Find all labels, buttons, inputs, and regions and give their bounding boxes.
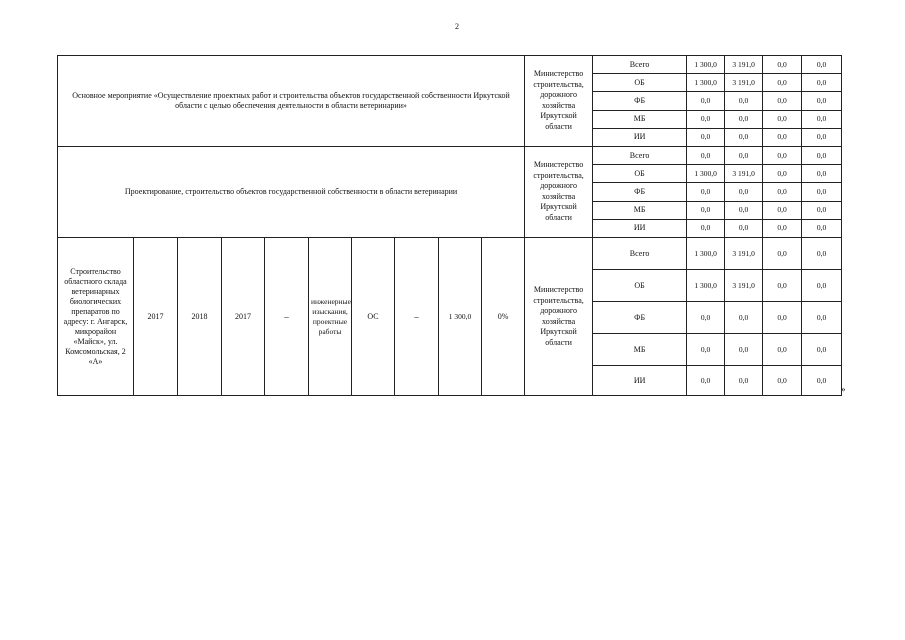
work-type: инженерные изыскания, проектные работы <box>309 238 352 396</box>
funding-source: ФБ <box>593 302 687 334</box>
funding-source: ИИ <box>593 128 687 146</box>
funding-value: 0,0 <box>763 74 802 92</box>
funding-value: 0,0 <box>687 92 725 110</box>
year-design: 2017 <box>222 238 265 396</box>
funding-value: 3 191,0 <box>725 238 763 270</box>
funding-value: 0,0 <box>763 56 802 74</box>
funding-value: 0,0 <box>687 219 725 237</box>
funding-source: Всего <box>593 146 687 164</box>
funding-source: МБ <box>593 110 687 128</box>
program-table <box>57 55 842 396</box>
object-name: Строительство областного склада ветеринарных биологических препаратов по адресу: г. Ангарск, микрорайон «Майск», ул. Комсомольская, 2 «А» <box>58 238 134 396</box>
funding-value: 0,0 <box>763 219 802 237</box>
funding-value: 0,0 <box>802 334 842 366</box>
funding-value: 0,0 <box>763 92 802 110</box>
ownership: ОС <box>352 238 395 396</box>
funding-value: 0,0 <box>687 110 725 128</box>
funding-value: 0,0 <box>802 56 842 74</box>
funding-value: 0,0 <box>802 219 842 237</box>
expertise-cell: – <box>395 238 439 396</box>
table-row <box>58 238 842 270</box>
funding-value: 0,0 <box>725 183 763 201</box>
funding-value: 0,0 <box>763 165 802 183</box>
funding-value: 3 191,0 <box>725 74 763 92</box>
funding-value: 0,0 <box>725 219 763 237</box>
funding-value: 0,0 <box>725 366 763 396</box>
funding-value: 0,0 <box>687 146 725 164</box>
funding-value: 1 300,0 <box>687 270 725 302</box>
funding-value: 0,0 <box>725 110 763 128</box>
funding-source: ОБ <box>593 74 687 92</box>
funding-value: 0,0 <box>763 238 802 270</box>
funding-value: 1 300,0 <box>687 74 725 92</box>
funding-value: 3 191,0 <box>725 165 763 183</box>
funding-value: 0,0 <box>802 201 842 219</box>
funding-value: 0,0 <box>687 201 725 219</box>
funding-value: 0,0 <box>802 183 842 201</box>
funding-value: 1 300,0 <box>687 238 725 270</box>
funding-value: 0,0 <box>802 92 842 110</box>
estimated-cost: 1 300,0 <box>439 238 482 396</box>
funding-source: МБ <box>593 334 687 366</box>
funding-value: 0,0 <box>802 74 842 92</box>
funding-value: 0,0 <box>725 146 763 164</box>
funding-value: 0,0 <box>763 128 802 146</box>
funding-source: МБ <box>593 201 687 219</box>
funding-value: 0,0 <box>802 366 842 396</box>
funding-value: 0,0 <box>687 334 725 366</box>
funding-value: 3 191,0 <box>725 270 763 302</box>
funding-value: 3 191,0 <box>725 56 763 74</box>
funding-value: 0,0 <box>802 110 842 128</box>
funding-value: 0,0 <box>687 366 725 396</box>
funding-value: 0,0 <box>725 334 763 366</box>
funding-value: 0,0 <box>725 302 763 334</box>
funding-source: Всего <box>593 56 687 74</box>
executor-cell: Министерство строительства, дорожного хозяйства Иркутской области <box>525 146 593 237</box>
funding-value: 1 300,0 <box>687 165 725 183</box>
funding-value: 0,0 <box>725 128 763 146</box>
funding-value: 0,0 <box>763 366 802 396</box>
funding-source: ОБ <box>593 165 687 183</box>
funding-value: 0,0 <box>687 302 725 334</box>
funding-value: 0,0 <box>802 165 842 183</box>
table-row <box>58 146 842 164</box>
funding-value: 0,0 <box>802 302 842 334</box>
funding-source: ИИ <box>593 366 687 396</box>
year-start: 2017 <box>134 238 178 396</box>
page-number: 2 <box>455 22 459 31</box>
funding-value: 0,0 <box>763 183 802 201</box>
funding-value: 0,0 <box>725 201 763 219</box>
funding-value: 0,0 <box>763 201 802 219</box>
year-end: 2018 <box>178 238 222 396</box>
funding-value: 0,0 <box>802 146 842 164</box>
funding-value: 0,0 <box>725 92 763 110</box>
funding-value: 1 300,0 <box>687 56 725 74</box>
funding-source: ФБ <box>593 183 687 201</box>
funding-source: ОБ <box>593 270 687 302</box>
funding-value: 0,0 <box>763 302 802 334</box>
capacity-cell: – <box>265 238 309 396</box>
funding-value: 0,0 <box>802 238 842 270</box>
executor-cell: Министерство строительства, дорожного хозяйства Иркутской области <box>525 56 593 147</box>
table-row <box>58 56 842 74</box>
funding-value: 0,0 <box>763 110 802 128</box>
funding-source: Всего <box>593 238 687 270</box>
readiness: 0% <box>482 238 525 396</box>
funding-value: 0,0 <box>687 183 725 201</box>
funding-source: ИИ <box>593 219 687 237</box>
funding-value: 0,0 <box>802 270 842 302</box>
activity-description: Основное мероприятие «Осуществление проектных работ и строительства объектов государственной собственности Иркутской области с целью обеспечения деятельности в области ветеринарии» <box>58 56 525 147</box>
funding-value: 0,0 <box>763 270 802 302</box>
funding-source: ФБ <box>593 92 687 110</box>
closing-quote-mark: » <box>841 384 846 394</box>
funding-value: 0,0 <box>687 128 725 146</box>
funding-value: 0,0 <box>763 146 802 164</box>
activity-description: Проектирование, строительство объектов государственной собственности в области ветеринарии <box>58 146 525 237</box>
funding-value: 0,0 <box>763 334 802 366</box>
executor-cell: Министерство строительства, дорожного хозяйства Иркутской области <box>525 238 593 396</box>
funding-value: 0,0 <box>802 128 842 146</box>
